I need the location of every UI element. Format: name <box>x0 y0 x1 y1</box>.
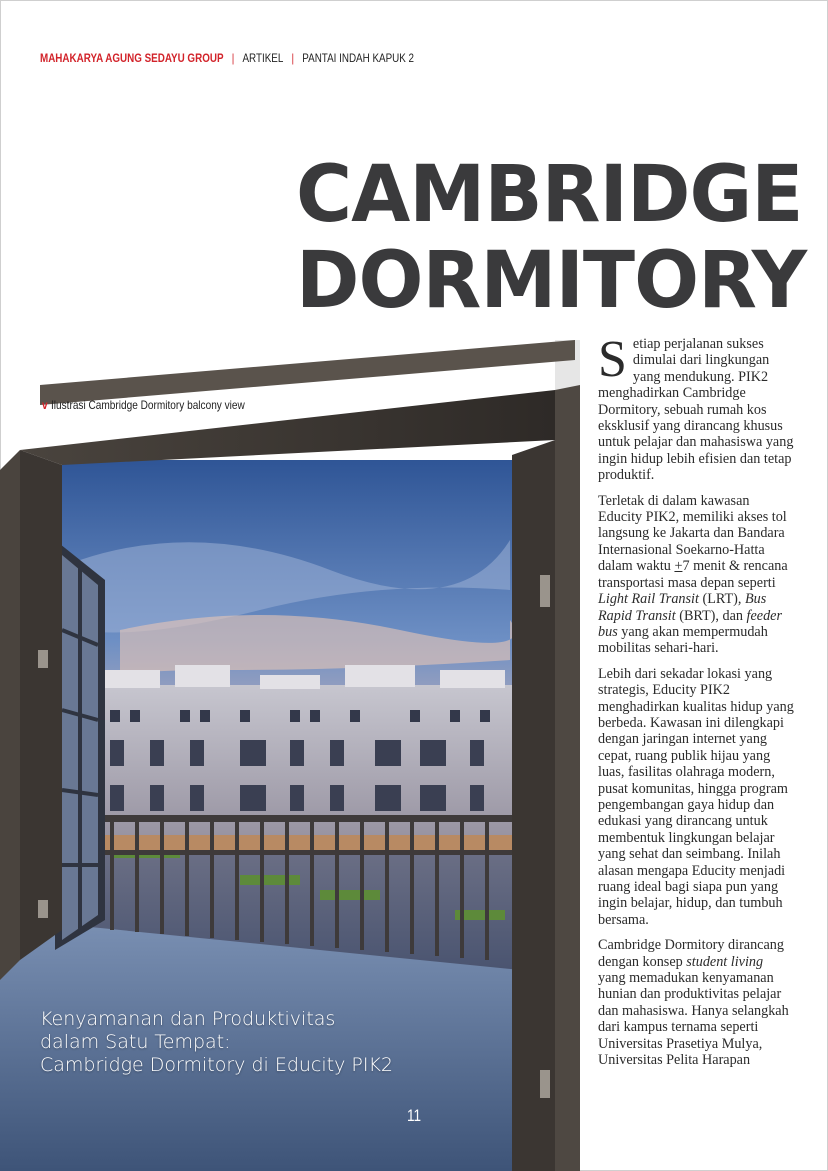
overlay-line-1: Kenyamanan dan Produktivitas <box>40 1008 336 1030</box>
paragraph-4 <box>598 937 794 1068</box>
paragraph-4-text: Cambridge Dormitory dirancang dengan konsep <box>598 937 784 970</box>
caption-arrow-icon: v <box>42 398 48 412</box>
paragraph-2 <box>598 493 794 657</box>
header-location: PANTAI INDAH KAPUK 2 <box>302 51 415 65</box>
paragraph-2-text: 7 menit & rencana transportasi masa depan seperti <box>598 558 788 591</box>
term-brt: Bus Rapid Transit <box>598 591 767 624</box>
page-title <box>296 152 806 324</box>
paragraph-1 <box>598 331 794 484</box>
header-separator: | <box>231 51 235 65</box>
paragraph-2-text: yang akan mempermudah mobilitas sehari-hari. <box>598 623 768 657</box>
paragraph-2-text: (LRT), <box>698 591 745 608</box>
plus-minus-sign: + <box>674 558 683 575</box>
paragraph-2-text: (BRT), dan <box>675 607 747 624</box>
paragraph-4-text: yang memadukan kenyamanan hunian dan produktivitas pelajar dan mahasiswa. Hanya selangkah dari kampus ternama seperti Universitas Prasetiya Mulya, Universitas Pelita Harapan <box>598 970 789 1069</box>
page-number: 11 <box>407 1106 422 1125</box>
term-lrt: Light Rail Transit <box>598 591 699 608</box>
title-line-2: DORMITORY <box>296 236 807 326</box>
image-caption <box>42 398 245 412</box>
overlay-line-3: Cambridge Dormitory di Educity PIK2 <box>40 1054 394 1076</box>
term-student-living: student living <box>686 953 764 970</box>
image-overlay-headline <box>40 1008 460 1077</box>
header-separator: | <box>291 51 295 65</box>
paragraph-2-text: Terletak di dalam kawasan Educity PIK2, memiliki akses tol langsung ke Jakarta dan Bandara Internasional Soekarno-Hatta dalam waktu <box>598 492 787 575</box>
paragraph-1-text: etiap perjalanan sukses dimulai dari lingkungan yang mendukung. PIK2 menghadirkan Cambridge Dormitory, sebuah rumah kos eksklusif yang dirancang khusus untuk pelajar dan mahasiswa yang ingin hidup lebih efisien dan tetap produktif. <box>598 336 794 484</box>
title-line-1: CAMBRIDGE <box>296 150 803 240</box>
overlay-line-2: dalam Satu Tempat: <box>40 1031 231 1053</box>
paragraph-3: Lebih dari sekadar lokasi yang strategis, Educity PIK2 menghadirkan kualitas hidup yang berbeda. Kawasan ini dilengkapi dengan jaringan internet yang cepat, ruang publik hijau yang luas, fasilitas olahraga modern, pusat komunitas, hingga program pengembangan gaya hidup dan edukasi yang dirancang untuk membentuk lingkungan belajar yang sehat dan seimbang. Inilah alasan mengapa Educity menjadi ruang ideal bagi siapa pun yang ingin belajar, hidup, dan tumbuh bersama. <box>598 665 794 928</box>
caption-text: Ilustrasi Cambridge Dormitory balcony view <box>50 398 245 412</box>
article-body <box>598 331 794 1077</box>
header-brand: MAHAKARYA AGUNG SEDAYU GROUP <box>40 51 224 65</box>
header-section: ARTIKEL <box>242 51 284 65</box>
header <box>40 50 414 66</box>
term-feeder-bus: feeder bus <box>598 607 782 640</box>
drop-cap: S <box>598 331 627 388</box>
